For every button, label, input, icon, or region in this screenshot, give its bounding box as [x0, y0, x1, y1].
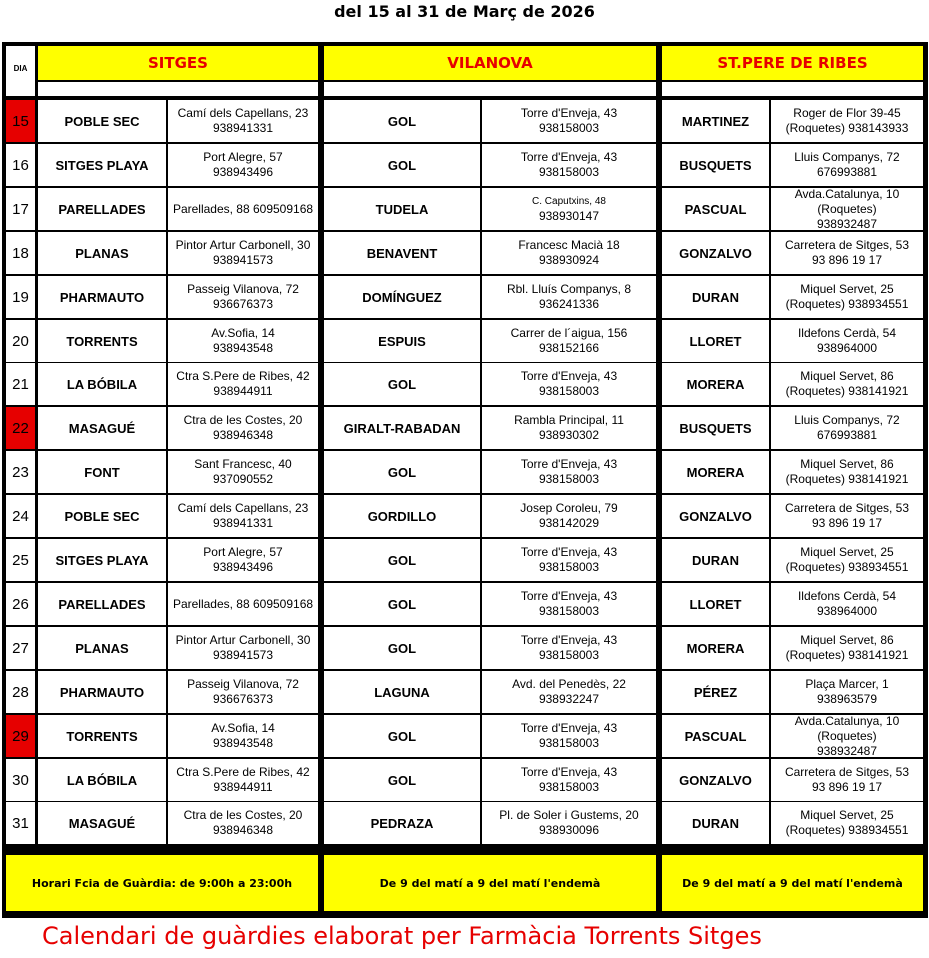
address-line: 938941331	[212, 121, 274, 135]
address-line: 938943496	[212, 165, 274, 179]
pharmacy-name: DURAN	[662, 276, 769, 318]
address-line: Lluis Companys, 72	[794, 150, 900, 164]
pharmacy-address	[482, 671, 656, 713]
pharmacy-address	[482, 363, 656, 405]
day-number: 30	[6, 759, 35, 801]
address-line: Carretera de Sitges, 53	[784, 501, 910, 515]
address-line: 938158003	[538, 736, 600, 750]
pharmacy-name: POBLE SEC	[38, 100, 166, 142]
address-line: 936241336	[538, 297, 600, 311]
day-number: 31	[6, 802, 35, 844]
pharmacy-address	[771, 759, 923, 801]
day-number: 19	[6, 276, 35, 318]
pharmacy-name: POBLE SEC	[38, 495, 166, 537]
pharmacy-address	[771, 627, 923, 669]
address-line: Ildefons Cerdà, 54	[797, 326, 897, 340]
address-line: (Roquetes) 938141921	[785, 472, 909, 486]
address-line: Pintor Artur Carbonell, 30	[175, 238, 311, 252]
day-number: 28	[6, 671, 35, 713]
pharmacy-name: PHARMAUTO	[38, 671, 166, 713]
pharmacy-name: TORRENTS	[38, 320, 166, 362]
pharmacy-address	[771, 188, 923, 230]
pharmacy-address	[168, 232, 318, 274]
address-line: 938930302	[538, 428, 600, 442]
address-line: Ildefons Cerdà, 54	[797, 589, 897, 603]
pharmacy-name: LAGUNA	[324, 671, 480, 713]
day-number: 24	[6, 495, 35, 537]
address-line: 938158003	[538, 121, 600, 135]
day-number: 29	[6, 715, 35, 757]
pharmacy-name: LA BÓBILA	[38, 363, 166, 405]
address-line: Miquel Servet, 25	[800, 808, 894, 822]
pharmacy-name: MORERA	[662, 363, 769, 405]
address-line: Passeig Vilanova, 72	[187, 282, 299, 296]
pharmacy-address	[168, 363, 318, 405]
header-sitges: SITGES	[38, 46, 318, 80]
pharmacy-address	[168, 144, 318, 186]
address-line: 93 896 19 17	[811, 780, 883, 794]
address-line: 938158003	[538, 384, 600, 398]
pharmacy-address	[168, 276, 318, 318]
pharmacy-address	[168, 407, 318, 449]
footer-sitges-hours: Horari Fcia de Guàrdia: de 9:00h a 23:00h	[6, 855, 318, 911]
address-line: Camí dels Capellans, 23	[177, 501, 309, 515]
pharmacy-address	[168, 583, 318, 625]
pharmacy-name: GOL	[324, 627, 480, 669]
address-line: Avd. del Penedès, 22	[512, 677, 626, 691]
header-vilanova: VILANOVA	[324, 46, 656, 80]
header-ribes-spacer	[662, 82, 923, 96]
pharmacy-name: TORRENTS	[38, 715, 166, 757]
address-line: 938930096	[538, 823, 600, 837]
pharmacy-name: PEDRAZA	[324, 802, 480, 844]
pharmacy-name: SITGES PLAYA	[38, 539, 166, 581]
address-line: Port Alegre, 57	[203, 545, 283, 559]
day-number: 23	[6, 451, 35, 493]
address-line: Carrer de l´aigua, 156	[510, 326, 628, 340]
pharmacy-name: GONZALVO	[662, 759, 769, 801]
pharmacy-name: LLORET	[662, 583, 769, 625]
pharmacy-address	[771, 583, 923, 625]
pharmacy-address	[168, 802, 318, 844]
pharmacy-address	[771, 671, 923, 713]
pharmacy-address	[168, 759, 318, 801]
pharmacy-address	[482, 451, 656, 493]
pharmacy-address	[771, 363, 923, 405]
header-dia: DIA	[6, 46, 35, 96]
pharmacy-name: GOL	[324, 100, 480, 142]
address-line: Parellades, 88 609509168	[172, 596, 314, 611]
address-line: Ctra de les Costes, 20	[183, 413, 303, 427]
address-line: Rambla Principal, 11	[514, 413, 624, 427]
address-line: 938158003	[538, 648, 600, 662]
address-line: Carretera de Sitges, 53	[784, 765, 910, 779]
header-vilanova-spacer	[324, 82, 656, 96]
pharmacy-name: DURAN	[662, 802, 769, 844]
header-ribes: ST.PERE DE RIBES	[662, 46, 923, 80]
address-line: Parellades, 88 609509168	[172, 201, 314, 216]
address-line: Ctra S.Pere de Ribes, 42	[176, 369, 310, 383]
address-line: 938152166	[538, 341, 600, 355]
address-line: 938941573	[212, 648, 274, 662]
pharmacy-name: ESPUIS	[324, 320, 480, 362]
address-line: 936676373	[212, 692, 274, 706]
pharmacy-address	[771, 715, 923, 757]
day-number: 20	[6, 320, 35, 362]
pharmacy-name: GOL	[324, 363, 480, 405]
address-line: 93 896 19 17	[811, 253, 883, 267]
address-line: Av.Sofia, 14	[211, 721, 275, 735]
address-line: 938946348	[212, 428, 274, 442]
pharmacy-address	[168, 671, 318, 713]
address-line: Torre d'Enveja, 43	[520, 369, 618, 383]
address-line: (Roquetes) 938934551	[785, 560, 909, 574]
pharmacy-name: FONT	[38, 451, 166, 493]
pharmacy-address	[482, 407, 656, 449]
pharmacy-address	[168, 539, 318, 581]
day-number: 21	[6, 363, 35, 405]
address-line: 937090552	[212, 472, 274, 486]
address-line: Pintor Artur Carbonell, 30	[175, 633, 311, 647]
pharmacy-name: PLANAS	[38, 232, 166, 274]
address-line: 938943496	[212, 560, 274, 574]
pharmacy-address	[168, 627, 318, 669]
pharmacy-address	[482, 539, 656, 581]
pharmacy-address	[168, 320, 318, 362]
pharmacy-address	[482, 759, 656, 801]
address-line: Roger de Flor 39-45	[793, 106, 901, 120]
address-line: Ctra S.Pere de Ribes, 42	[176, 765, 310, 779]
pharmacy-name: GONZALVO	[662, 495, 769, 537]
address-line: 938944911	[213, 780, 273, 794]
page-title: del 15 al 31 de Març de 2026	[334, 2, 595, 21]
address-line: Miquel Servet, 86	[800, 369, 894, 383]
pharmacy-address	[482, 188, 656, 230]
address-line: Av.Sofia, 14	[211, 326, 275, 340]
pharmacy-address	[168, 100, 318, 142]
pharmacy-name: PÉREZ	[662, 671, 769, 713]
pharmacy-name: GIRALT-RABADAN	[324, 407, 480, 449]
address-line: (Roquetes)	[817, 728, 877, 743]
day-number: 17	[6, 188, 35, 230]
pharmacy-name: GONZALVO	[662, 232, 769, 274]
address-line: (Roquetes) 938141921	[785, 384, 909, 398]
pharmacy-name: MASAGUÉ	[38, 407, 166, 449]
pharmacy-address	[168, 188, 318, 230]
address-line: 938943548	[212, 736, 274, 750]
pharmacy-address	[482, 583, 656, 625]
address-line: Pl. de Soler i Gustems, 20	[499, 808, 639, 822]
address-line: Passeig Vilanova, 72	[187, 677, 299, 691]
address-line: Miquel Servet, 86	[800, 457, 894, 471]
pharmacy-name: DOMÍNGUEZ	[324, 276, 480, 318]
pharmacy-name: PARELLADES	[38, 583, 166, 625]
pharmacy-address	[482, 232, 656, 274]
pharmacy-address	[482, 144, 656, 186]
pharmacy-address	[168, 495, 318, 537]
pharmacy-address	[168, 451, 318, 493]
address-line: Miquel Servet, 25	[800, 282, 894, 296]
address-line: (Roquetes) 938143933	[785, 121, 909, 135]
address-line: Avda.Catalunya, 10	[794, 713, 900, 728]
address-line: Camí dels Capellans, 23	[177, 106, 309, 120]
address-line: Rbl. Lluís Companys, 8	[506, 282, 632, 296]
pharmacy-name: LA BÓBILA	[38, 759, 166, 801]
address-line: 938158003	[538, 560, 600, 574]
pharmacy-address	[771, 495, 923, 537]
address-line: 938158003	[538, 472, 600, 486]
address-line: Torre d'Enveja, 43	[520, 150, 618, 164]
address-line: Sant Francesc, 40	[194, 457, 292, 471]
address-line: 936676373	[212, 297, 274, 311]
address-line: Torre d'Enveja, 43	[520, 765, 618, 779]
address-line: (Roquetes)	[817, 201, 877, 216]
address-line: 938946348	[212, 823, 274, 837]
pharmacy-name: BENAVENT	[324, 232, 480, 274]
day-number: 26	[6, 583, 35, 625]
address-line: 938142029	[538, 516, 600, 530]
pharmacy-name: TUDELA	[324, 188, 480, 230]
address-line: 938963579	[816, 692, 878, 706]
address-line: (Roquetes) 938934551	[785, 823, 909, 837]
address-line: Torre d'Enveja, 43	[520, 721, 618, 735]
pharmacy-name: GORDILLO	[324, 495, 480, 537]
address-line: 938943548	[212, 341, 274, 355]
address-line: 938158003	[538, 165, 600, 179]
address-line: Torre d'Enveja, 43	[520, 457, 618, 471]
footer-vilanova-hours: De 9 del matí a 9 del matí l'endemà	[324, 855, 656, 911]
address-line: 676993881	[816, 165, 878, 179]
pharmacy-schedule-table	[2, 42, 928, 918]
pharmacy-name: LLORET	[662, 320, 769, 362]
address-line: 676993881	[816, 428, 878, 442]
address-line: 938941573	[212, 253, 274, 267]
pharmacy-address	[482, 627, 656, 669]
pharmacy-address	[771, 407, 923, 449]
pharmacy-name: PASCUAL	[662, 715, 769, 757]
address-line: 938941331	[212, 516, 274, 530]
address-line: (Roquetes) 938934551	[785, 297, 909, 311]
pharmacy-name: GOL	[324, 715, 480, 757]
address-line: Miquel Servet, 25	[800, 545, 894, 559]
address-line: C. Caputxins, 48	[532, 196, 606, 207]
pharmacy-name: PASCUAL	[662, 188, 769, 230]
pharmacy-address	[482, 802, 656, 844]
address-line: Torre d'Enveja, 43	[520, 589, 618, 603]
pharmacy-name: MORERA	[662, 627, 769, 669]
address-line: (Roquetes) 938141921	[785, 648, 909, 662]
pharmacy-address	[482, 276, 656, 318]
pharmacy-name: PARELLADES	[38, 188, 166, 230]
pharmacy-name: GOL	[324, 583, 480, 625]
address-line: 938158003	[538, 604, 600, 618]
header-sitges-spacer	[38, 82, 318, 96]
pharmacy-name: MORERA	[662, 451, 769, 493]
pharmacy-name: GOL	[324, 451, 480, 493]
pharmacy-address	[482, 715, 656, 757]
address-line: Avda.Catalunya, 10	[794, 186, 900, 201]
pharmacy-name: GOL	[324, 144, 480, 186]
pharmacy-address	[771, 539, 923, 581]
pharmacy-name: MASAGUÉ	[38, 802, 166, 844]
pharmacy-address	[771, 232, 923, 274]
pharmacy-name: PHARMAUTO	[38, 276, 166, 318]
pharmacy-name: BUSQUETS	[662, 144, 769, 186]
pharmacy-name: SITGES PLAYA	[38, 144, 166, 186]
day-number: 25	[6, 539, 35, 581]
address-line: Port Alegre, 57	[203, 150, 283, 164]
pharmacy-address	[482, 320, 656, 362]
address-line: Torre d'Enveja, 43	[520, 633, 618, 647]
address-line: 938944911	[213, 384, 273, 398]
address-line: 938964000	[816, 341, 878, 355]
pharmacy-address	[771, 320, 923, 362]
address-line: 938964000	[816, 604, 878, 618]
address-line: Miquel Servet, 86	[800, 633, 894, 647]
address-line: Torre d'Enveja, 43	[520, 106, 618, 120]
address-line: Francesc Macià 18	[518, 238, 620, 252]
pharmacy-name: BUSQUETS	[662, 407, 769, 449]
footer-ribes-hours: De 9 del matí a 9 del matí l'endemà	[662, 855, 923, 911]
address-line: Josep Coroleu, 79	[520, 501, 618, 515]
pharmacy-address	[482, 495, 656, 537]
credit-line: Calendari de guàrdies elaborat per Farmàcia Torrents Sitges	[42, 922, 762, 950]
pharmacy-address	[771, 276, 923, 318]
address-line: Plaça Marcer, 1	[805, 677, 889, 691]
day-number: 22	[6, 407, 35, 449]
pharmacy-address	[482, 100, 656, 142]
address-line: 938930147	[538, 209, 600, 223]
address-line: Lluis Companys, 72	[794, 413, 900, 427]
pharmacy-address	[771, 802, 923, 844]
pharmacy-name: MARTINEZ	[662, 100, 769, 142]
day-number: 18	[6, 232, 35, 274]
address-line: Torre d'Enveja, 43	[520, 545, 618, 559]
address-line: 938932487	[816, 743, 878, 758]
pharmacy-name: PLANAS	[38, 627, 166, 669]
pharmacy-address	[168, 715, 318, 757]
address-line: 938932247	[538, 692, 600, 706]
pharmacy-address	[771, 144, 923, 186]
address-line: 938930924	[538, 253, 600, 267]
address-line: Carretera de Sitges, 53	[784, 238, 910, 252]
address-line: Ctra de les Costes, 20	[183, 808, 303, 822]
address-line: 93 896 19 17	[811, 516, 883, 530]
day-number: 27	[6, 627, 35, 669]
pharmacy-name: GOL	[324, 759, 480, 801]
pharmacy-address	[771, 451, 923, 493]
pharmacy-address	[771, 100, 923, 142]
pharmacy-name: DURAN	[662, 539, 769, 581]
pharmacy-name: GOL	[324, 539, 480, 581]
address-line: 938932487	[816, 216, 878, 231]
day-number: 16	[6, 144, 35, 186]
day-number: 15	[6, 100, 35, 142]
address-line: 938158003	[538, 780, 600, 794]
